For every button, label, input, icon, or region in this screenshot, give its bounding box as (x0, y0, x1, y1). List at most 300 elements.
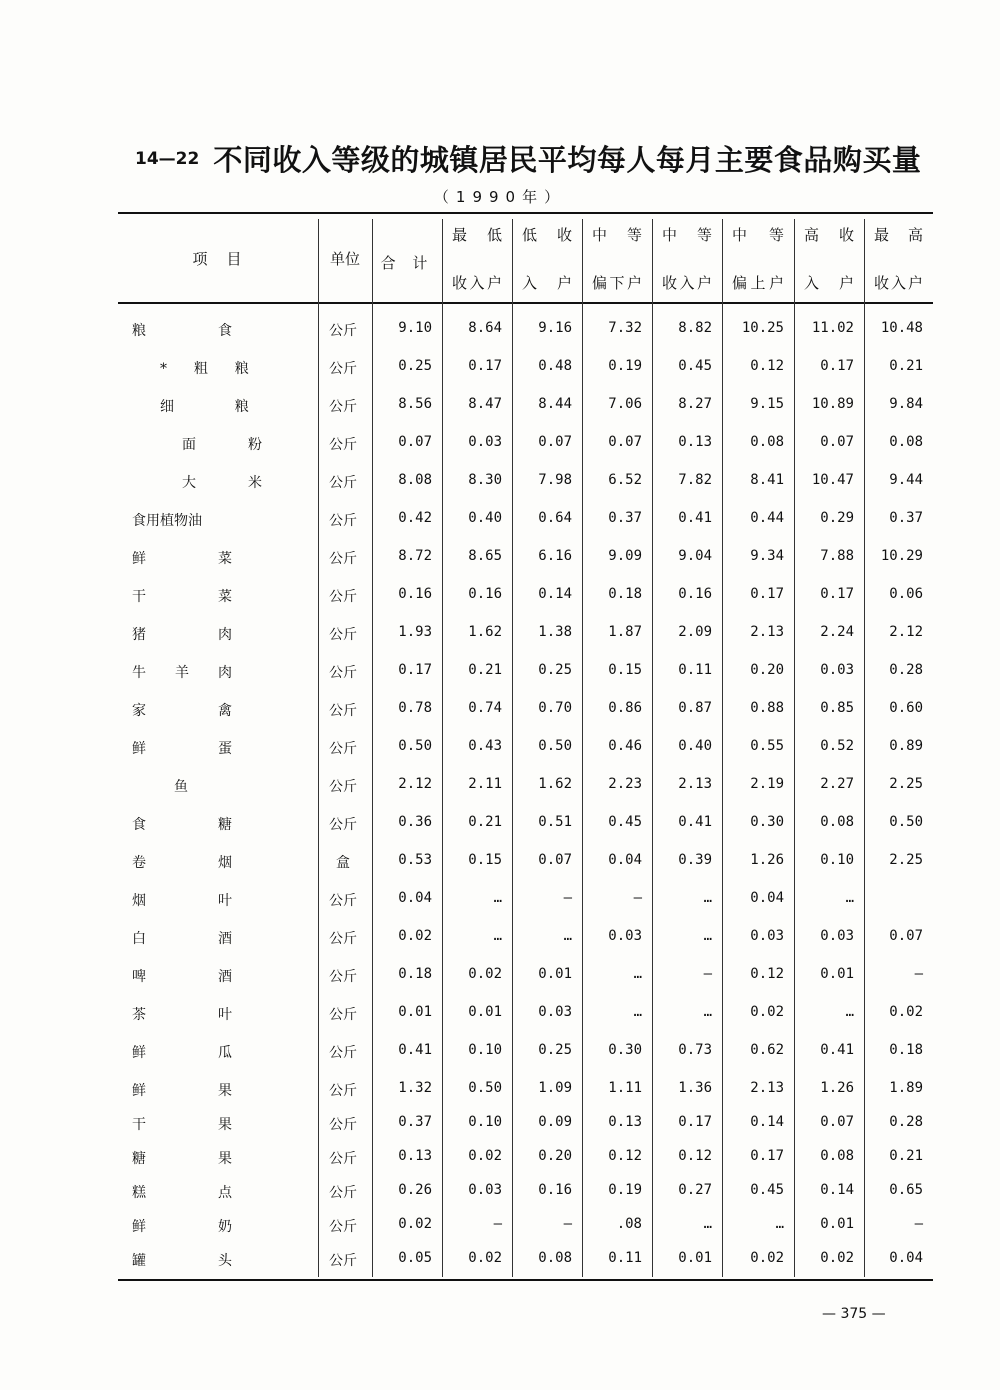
cell-value: 0.21 (889, 358, 923, 374)
cell-value: 0.51 (538, 814, 572, 830)
row-item-label: 鲜果 (132, 1083, 232, 1099)
row-unit: 公斤 (329, 1083, 357, 1099)
cell-value: 9.44 (889, 472, 923, 488)
cell-value: 0.25 (538, 1042, 572, 1058)
cell-value: 0.11 (678, 662, 712, 678)
row-unit: 公斤 (329, 1219, 357, 1235)
cell-total: 0.05 (398, 1250, 432, 1266)
header-col-line2: 收入户 (452, 274, 502, 292)
cell-value: 1.36 (678, 1080, 712, 1096)
cell-value: … (775, 1216, 784, 1232)
row-item-label: 粮食 (132, 323, 232, 339)
table-row (118, 810, 933, 840)
row-unit: 公斤 (329, 399, 357, 415)
cell-value: 0.02 (468, 966, 502, 982)
cell-value: 0.70 (538, 700, 572, 716)
cell-value: 0.50 (889, 814, 923, 830)
cell-value: 1.09 (538, 1080, 572, 1096)
cell-value: 0.07 (820, 434, 854, 450)
cell-value: 1.89 (889, 1080, 923, 1096)
cell-value: 0.44 (750, 510, 784, 526)
cell-value: 0.28 (889, 662, 923, 678)
cell-value: 0.85 (820, 700, 854, 716)
cell-value: 6.52 (608, 472, 642, 488)
cell-value: 0.04 (750, 890, 784, 906)
table-row (118, 316, 933, 346)
cell-value: 0.40 (678, 738, 712, 754)
cell-value: 8.47 (468, 396, 502, 412)
cell-value: 0.30 (750, 814, 784, 830)
row-unit: 公斤 (329, 361, 357, 377)
cell-total: 0.42 (398, 510, 432, 526)
cell-value: 0.27 (678, 1182, 712, 1198)
table-row (118, 886, 933, 916)
cell-value: 0.14 (820, 1182, 854, 1198)
cell-value: 8.44 (538, 396, 572, 412)
cell-total: 0.18 (398, 966, 432, 982)
cell-value: 7.88 (820, 548, 854, 564)
header-col-line2: 偏下户 (592, 274, 642, 292)
row-item-label: 鲜蛋 (132, 741, 232, 757)
cell-value: 0.02 (750, 1250, 784, 1266)
cell-value: 0.16 (678, 586, 712, 602)
cell-value: 0.07 (538, 434, 572, 450)
header-col-6 (794, 218, 864, 298)
table-row (118, 1178, 933, 1208)
table-row (118, 544, 933, 574)
header-col-line1: 高 收 (804, 226, 854, 244)
cell-total: 0.37 (398, 1114, 432, 1130)
header-col-1 (442, 218, 512, 298)
cell-value: … (633, 1004, 642, 1020)
cell-value: 10.89 (811, 396, 854, 412)
table-row (118, 658, 933, 688)
table-subtitle: （1990年） (433, 188, 567, 206)
header-col-2 (512, 218, 582, 298)
cell-value: 0.01 (468, 1004, 502, 1020)
header-rule (118, 302, 933, 304)
row-unit: 公斤 (329, 437, 357, 453)
cell-value: 0.03 (468, 434, 502, 450)
cell-value: 0.30 (608, 1042, 642, 1058)
cell-value: 2.23 (608, 776, 642, 792)
cell-value: … (703, 1216, 712, 1232)
cell-value: 0.02 (889, 1004, 923, 1020)
cell-value: 0.65 (889, 1182, 923, 1198)
cell-value: 0.07 (608, 434, 642, 450)
table-row (118, 1110, 933, 1140)
cell-value: 0.45 (608, 814, 642, 830)
row-item-label: 糖果 (132, 1151, 232, 1167)
cell-value: 8.27 (678, 396, 712, 412)
cell-value: 0.62 (750, 1042, 784, 1058)
cell-value: 0.03 (820, 928, 854, 944)
cell-value: 0.19 (608, 1182, 642, 1198)
cell-value: 0.17 (820, 358, 854, 374)
cell-value: 0.64 (538, 510, 572, 526)
row-unit: 公斤 (329, 627, 357, 643)
row-item-label: 面粉 (182, 437, 262, 453)
cell-value: 0.41 (678, 510, 712, 526)
cell-value: 0.10 (820, 852, 854, 868)
cell-value: 0.08 (820, 1148, 854, 1164)
page-number: — 375 — (822, 1306, 886, 1322)
cell-value: 0.20 (538, 1148, 572, 1164)
cell-value: 1.38 (538, 624, 572, 640)
header-col-line1: 中 等 (662, 226, 712, 244)
cell-value: 0.17 (820, 586, 854, 602)
table-row (118, 1038, 933, 1068)
cell-value: 9.84 (889, 396, 923, 412)
cell-value: 0.25 (538, 662, 572, 678)
cell-value: 0.60 (889, 700, 923, 716)
table-row (118, 468, 933, 498)
cell-value: 10.47 (811, 472, 854, 488)
cell-value: 1.11 (608, 1080, 642, 1096)
cell-value: 9.09 (608, 548, 642, 564)
cell-value: 0.37 (608, 510, 642, 526)
cell-value: 0.16 (538, 1182, 572, 1198)
cell-value: 2.09 (678, 624, 712, 640)
cell-value: 0.17 (678, 1114, 712, 1130)
cell-value: 0.17 (750, 1148, 784, 1164)
row-item-label: *粗粮 (160, 361, 249, 377)
row-item-label: 鲜奶 (132, 1219, 232, 1235)
table-row (118, 734, 933, 764)
cell-value: 0.13 (608, 1114, 642, 1130)
cell-value: 0.40 (468, 510, 502, 526)
table-row (118, 848, 933, 878)
cell-total: 0.01 (398, 1004, 432, 1020)
cell-value: 1.87 (608, 624, 642, 640)
cell-value: 0.15 (608, 662, 642, 678)
header-col-line2: 收入户 (874, 274, 923, 292)
cell-value: 1.26 (820, 1080, 854, 1096)
cell-total: 0.02 (398, 1216, 432, 1232)
header-col-line1: 中 等 (732, 226, 784, 244)
cell-value: … (563, 928, 572, 944)
cell-value: 0.21 (889, 1148, 923, 1164)
cell-value: — (493, 1216, 502, 1232)
header-col-7 (864, 218, 933, 298)
cell-value: 0.55 (750, 738, 784, 754)
cell-value: … (703, 928, 712, 944)
cell-total: 8.08 (398, 472, 432, 488)
cell-value: 9.16 (538, 320, 572, 336)
cell-value: 2.13 (750, 1080, 784, 1096)
cell-value: .08 (616, 1216, 642, 1232)
cell-value: 2.13 (750, 624, 784, 640)
cell-value: 0.46 (608, 738, 642, 754)
cell-value: 0.17 (750, 586, 784, 602)
row-item-label: 鲜菜 (132, 551, 232, 567)
cell-value: 10.48 (880, 320, 923, 336)
cell-value: 0.87 (678, 700, 712, 716)
cell-value: 0.02 (468, 1250, 502, 1266)
cell-value: 7.06 (608, 396, 642, 412)
cell-value: 0.10 (468, 1042, 502, 1058)
cell-value: 0.41 (678, 814, 712, 830)
cell-value: 0.15 (468, 852, 502, 868)
cell-total: 1.93 (398, 624, 432, 640)
row-item-label: 烟叶 (132, 893, 232, 909)
cell-value: 0.45 (750, 1182, 784, 1198)
cell-total: 0.25 (398, 358, 432, 374)
cell-value: 8.65 (468, 548, 502, 564)
row-unit: 公斤 (329, 893, 357, 909)
cell-value: 0.73 (678, 1042, 712, 1058)
table-row (118, 772, 933, 802)
row-unit: 公斤 (329, 551, 357, 567)
cell-value: 2.25 (889, 852, 923, 868)
cell-total: 0.78 (398, 700, 432, 716)
cell-value: 0.01 (678, 1250, 712, 1266)
cell-value: 0.07 (889, 928, 923, 944)
header-col-line2: 入 户 (804, 274, 854, 292)
header-col-line1: 最 低 (452, 226, 502, 244)
cell-value: 0.03 (538, 1004, 572, 1020)
table-row (118, 354, 933, 384)
cell-value: 0.18 (608, 586, 642, 602)
cell-value: 0.11 (608, 1250, 642, 1266)
cell-value: 0.08 (750, 434, 784, 450)
header-col-3 (582, 218, 652, 298)
cell-value: 0.10 (468, 1114, 502, 1130)
cell-value: 9.34 (750, 548, 784, 564)
cell-value: 0.43 (468, 738, 502, 754)
header-unit: 单位 (329, 250, 360, 268)
row-item-label: 牛羊肉 (132, 665, 232, 681)
cell-value: 0.04 (608, 852, 642, 868)
cell-value: 0.08 (538, 1250, 572, 1266)
cell-value: 0.45 (678, 358, 712, 374)
cell-value: 0.41 (820, 1042, 854, 1058)
top-rule (118, 212, 933, 214)
cell-value: 2.13 (678, 776, 712, 792)
cell-value: 0.37 (889, 510, 923, 526)
cell-value: 0.12 (678, 1148, 712, 1164)
header-col-line2: 偏上户 (732, 274, 784, 292)
cell-value: 0.74 (468, 700, 502, 716)
cell-value: 1.62 (468, 624, 502, 640)
cell-value: 0.52 (820, 738, 854, 754)
cell-value: 9.15 (750, 396, 784, 412)
cell-total: 8.56 (398, 396, 432, 412)
cell-value: 0.01 (820, 1216, 854, 1232)
cell-value: 0.03 (468, 1182, 502, 1198)
header-col-5 (722, 218, 794, 298)
cell-total: 0.16 (398, 586, 432, 602)
cell-value: 8.64 (468, 320, 502, 336)
row-unit: 公斤 (329, 703, 357, 719)
row-item-label: 猪肉 (132, 627, 232, 643)
cell-value: 0.88 (750, 700, 784, 716)
cell-value: 0.48 (538, 358, 572, 374)
row-unit: 公斤 (329, 323, 357, 339)
cell-value: 10.25 (741, 320, 784, 336)
cell-value: 0.14 (750, 1114, 784, 1130)
cell-value: 2.19 (750, 776, 784, 792)
cell-value: 0.28 (889, 1114, 923, 1130)
row-unit: 盒 (336, 855, 350, 871)
cell-value: — (914, 1216, 923, 1232)
row-unit: 公斤 (329, 475, 357, 491)
cell-total: 0.41 (398, 1042, 432, 1058)
cell-value: — (633, 890, 642, 906)
cell-value: 11.02 (811, 320, 854, 336)
cell-value: 0.13 (678, 434, 712, 450)
cell-value: … (703, 1004, 712, 1020)
cell-total: 0.36 (398, 814, 432, 830)
header-col-line1: 中 等 (592, 226, 642, 244)
cell-value: 0.07 (538, 852, 572, 868)
table-number: 14—22 (135, 148, 200, 169)
cell-total: 0.02 (398, 928, 432, 944)
cell-value: 0.16 (468, 586, 502, 602)
cell-value: 0.03 (750, 928, 784, 944)
cell-total: 0.17 (398, 662, 432, 678)
table-row (118, 1076, 933, 1106)
row-item-label: 罐头 (132, 1253, 232, 1269)
row-unit: 公斤 (329, 513, 357, 529)
cell-value: … (703, 890, 712, 906)
row-unit: 公斤 (329, 1185, 357, 1201)
cell-value: 0.02 (468, 1148, 502, 1164)
cell-value: 0.01 (538, 966, 572, 982)
row-unit: 公斤 (329, 779, 357, 795)
cell-value: 7.32 (608, 320, 642, 336)
cell-value: 0.02 (750, 1004, 784, 1020)
cell-value: 8.82 (678, 320, 712, 336)
table-title (135, 138, 935, 182)
row-unit: 公斤 (329, 969, 357, 985)
cell-value: 0.12 (608, 1148, 642, 1164)
header-col-line2: 收入户 (662, 274, 712, 292)
cell-value: — (563, 1216, 572, 1232)
cell-value: 8.41 (750, 472, 784, 488)
row-item-label: 啤酒 (132, 969, 232, 985)
cell-total: 8.72 (398, 548, 432, 564)
cell-value: 7.82 (678, 472, 712, 488)
cell-total: 0.04 (398, 890, 432, 906)
cell-value: 2.11 (468, 776, 502, 792)
cell-value: 0.03 (608, 928, 642, 944)
header-item-label: 项 目 (192, 250, 244, 268)
cell-total: 0.50 (398, 738, 432, 754)
cell-total: 9.10 (398, 320, 432, 336)
table-row (118, 1246, 933, 1276)
table-row (118, 696, 933, 726)
cell-value: 2.27 (820, 776, 854, 792)
table-row (118, 962, 933, 992)
cell-value: 0.07 (820, 1114, 854, 1130)
cell-value: 6.16 (538, 548, 572, 564)
cell-value: 0.04 (889, 1250, 923, 1266)
cell-value: 0.08 (889, 434, 923, 450)
header-total: 合 计 (380, 254, 434, 272)
cell-value: 0.02 (820, 1250, 854, 1266)
cell-value: … (633, 966, 642, 982)
cell-total: 0.13 (398, 1148, 432, 1164)
cell-value: 1.62 (538, 776, 572, 792)
cell-value: 9.04 (678, 548, 712, 564)
row-item-label: 干果 (132, 1117, 232, 1133)
row-unit: 公斤 (329, 1253, 357, 1269)
cell-value: 0.39 (678, 852, 712, 868)
row-item-label: 食用植物油 (132, 513, 202, 529)
cell-value: 0.06 (889, 586, 923, 602)
cell-value: 0.03 (820, 662, 854, 678)
cell-value: 0.29 (820, 510, 854, 526)
row-item-label: 家禽 (132, 703, 232, 719)
cell-value: 2.25 (889, 776, 923, 792)
table-row (118, 392, 933, 422)
title-text: 不同收入等级的城镇居民平均每人每月主要食品购买量 (213, 143, 922, 177)
header-col-line1: 最 高 (874, 226, 923, 244)
cell-total: 1.32 (398, 1080, 432, 1096)
bottom-rule (118, 1279, 933, 1281)
table-row (118, 582, 933, 612)
cell-value: … (845, 1004, 854, 1020)
table-row (118, 430, 933, 460)
cell-value: — (914, 966, 923, 982)
row-unit: 公斤 (329, 817, 357, 833)
cell-value: 2.12 (889, 624, 923, 640)
table-row (118, 924, 933, 954)
table-row (118, 506, 933, 536)
row-item-label: 茶叶 (132, 1007, 232, 1023)
cell-total: 0.26 (398, 1182, 432, 1198)
row-item-label: 干菜 (132, 589, 232, 605)
table-row (118, 620, 933, 650)
row-item-label: 卷烟 (132, 855, 232, 871)
cell-value: 0.17 (468, 358, 502, 374)
table-row (118, 1000, 933, 1030)
header-col-line1: 低 收 (522, 226, 572, 244)
row-unit: 公斤 (329, 1151, 357, 1167)
cell-value: … (845, 890, 854, 906)
row-unit: 公斤 (329, 589, 357, 605)
cell-value: 0.18 (889, 1042, 923, 1058)
cell-value: 0.89 (889, 738, 923, 754)
row-item-label: 食糖 (132, 817, 232, 833)
cell-value: 0.21 (468, 662, 502, 678)
cell-value: … (493, 890, 502, 906)
cell-value: 10.29 (880, 548, 923, 564)
cell-value: 0.86 (608, 700, 642, 716)
cell-value: 0.50 (468, 1080, 502, 1096)
header-col-4 (652, 218, 722, 298)
cell-value: 7.98 (538, 472, 572, 488)
cell-value: 0.14 (538, 586, 572, 602)
cell-total: 2.12 (398, 776, 432, 792)
cell-value: 0.19 (608, 358, 642, 374)
cell-value: 0.01 (820, 966, 854, 982)
table-row (118, 1212, 933, 1242)
header-col-line2: 入 户 (522, 274, 572, 292)
row-item-label: 鱼 (174, 779, 188, 795)
cell-value: … (493, 928, 502, 944)
cell-value: 1.26 (750, 852, 784, 868)
row-unit: 公斤 (329, 741, 357, 757)
row-unit: 公斤 (329, 1045, 357, 1061)
cell-value: 0.12 (750, 966, 784, 982)
cell-value: 0.50 (538, 738, 572, 754)
row-unit: 公斤 (329, 1007, 357, 1023)
cell-total: 0.53 (398, 852, 432, 868)
cell-value: 2.24 (820, 624, 854, 640)
cell-value: 0.21 (468, 814, 502, 830)
